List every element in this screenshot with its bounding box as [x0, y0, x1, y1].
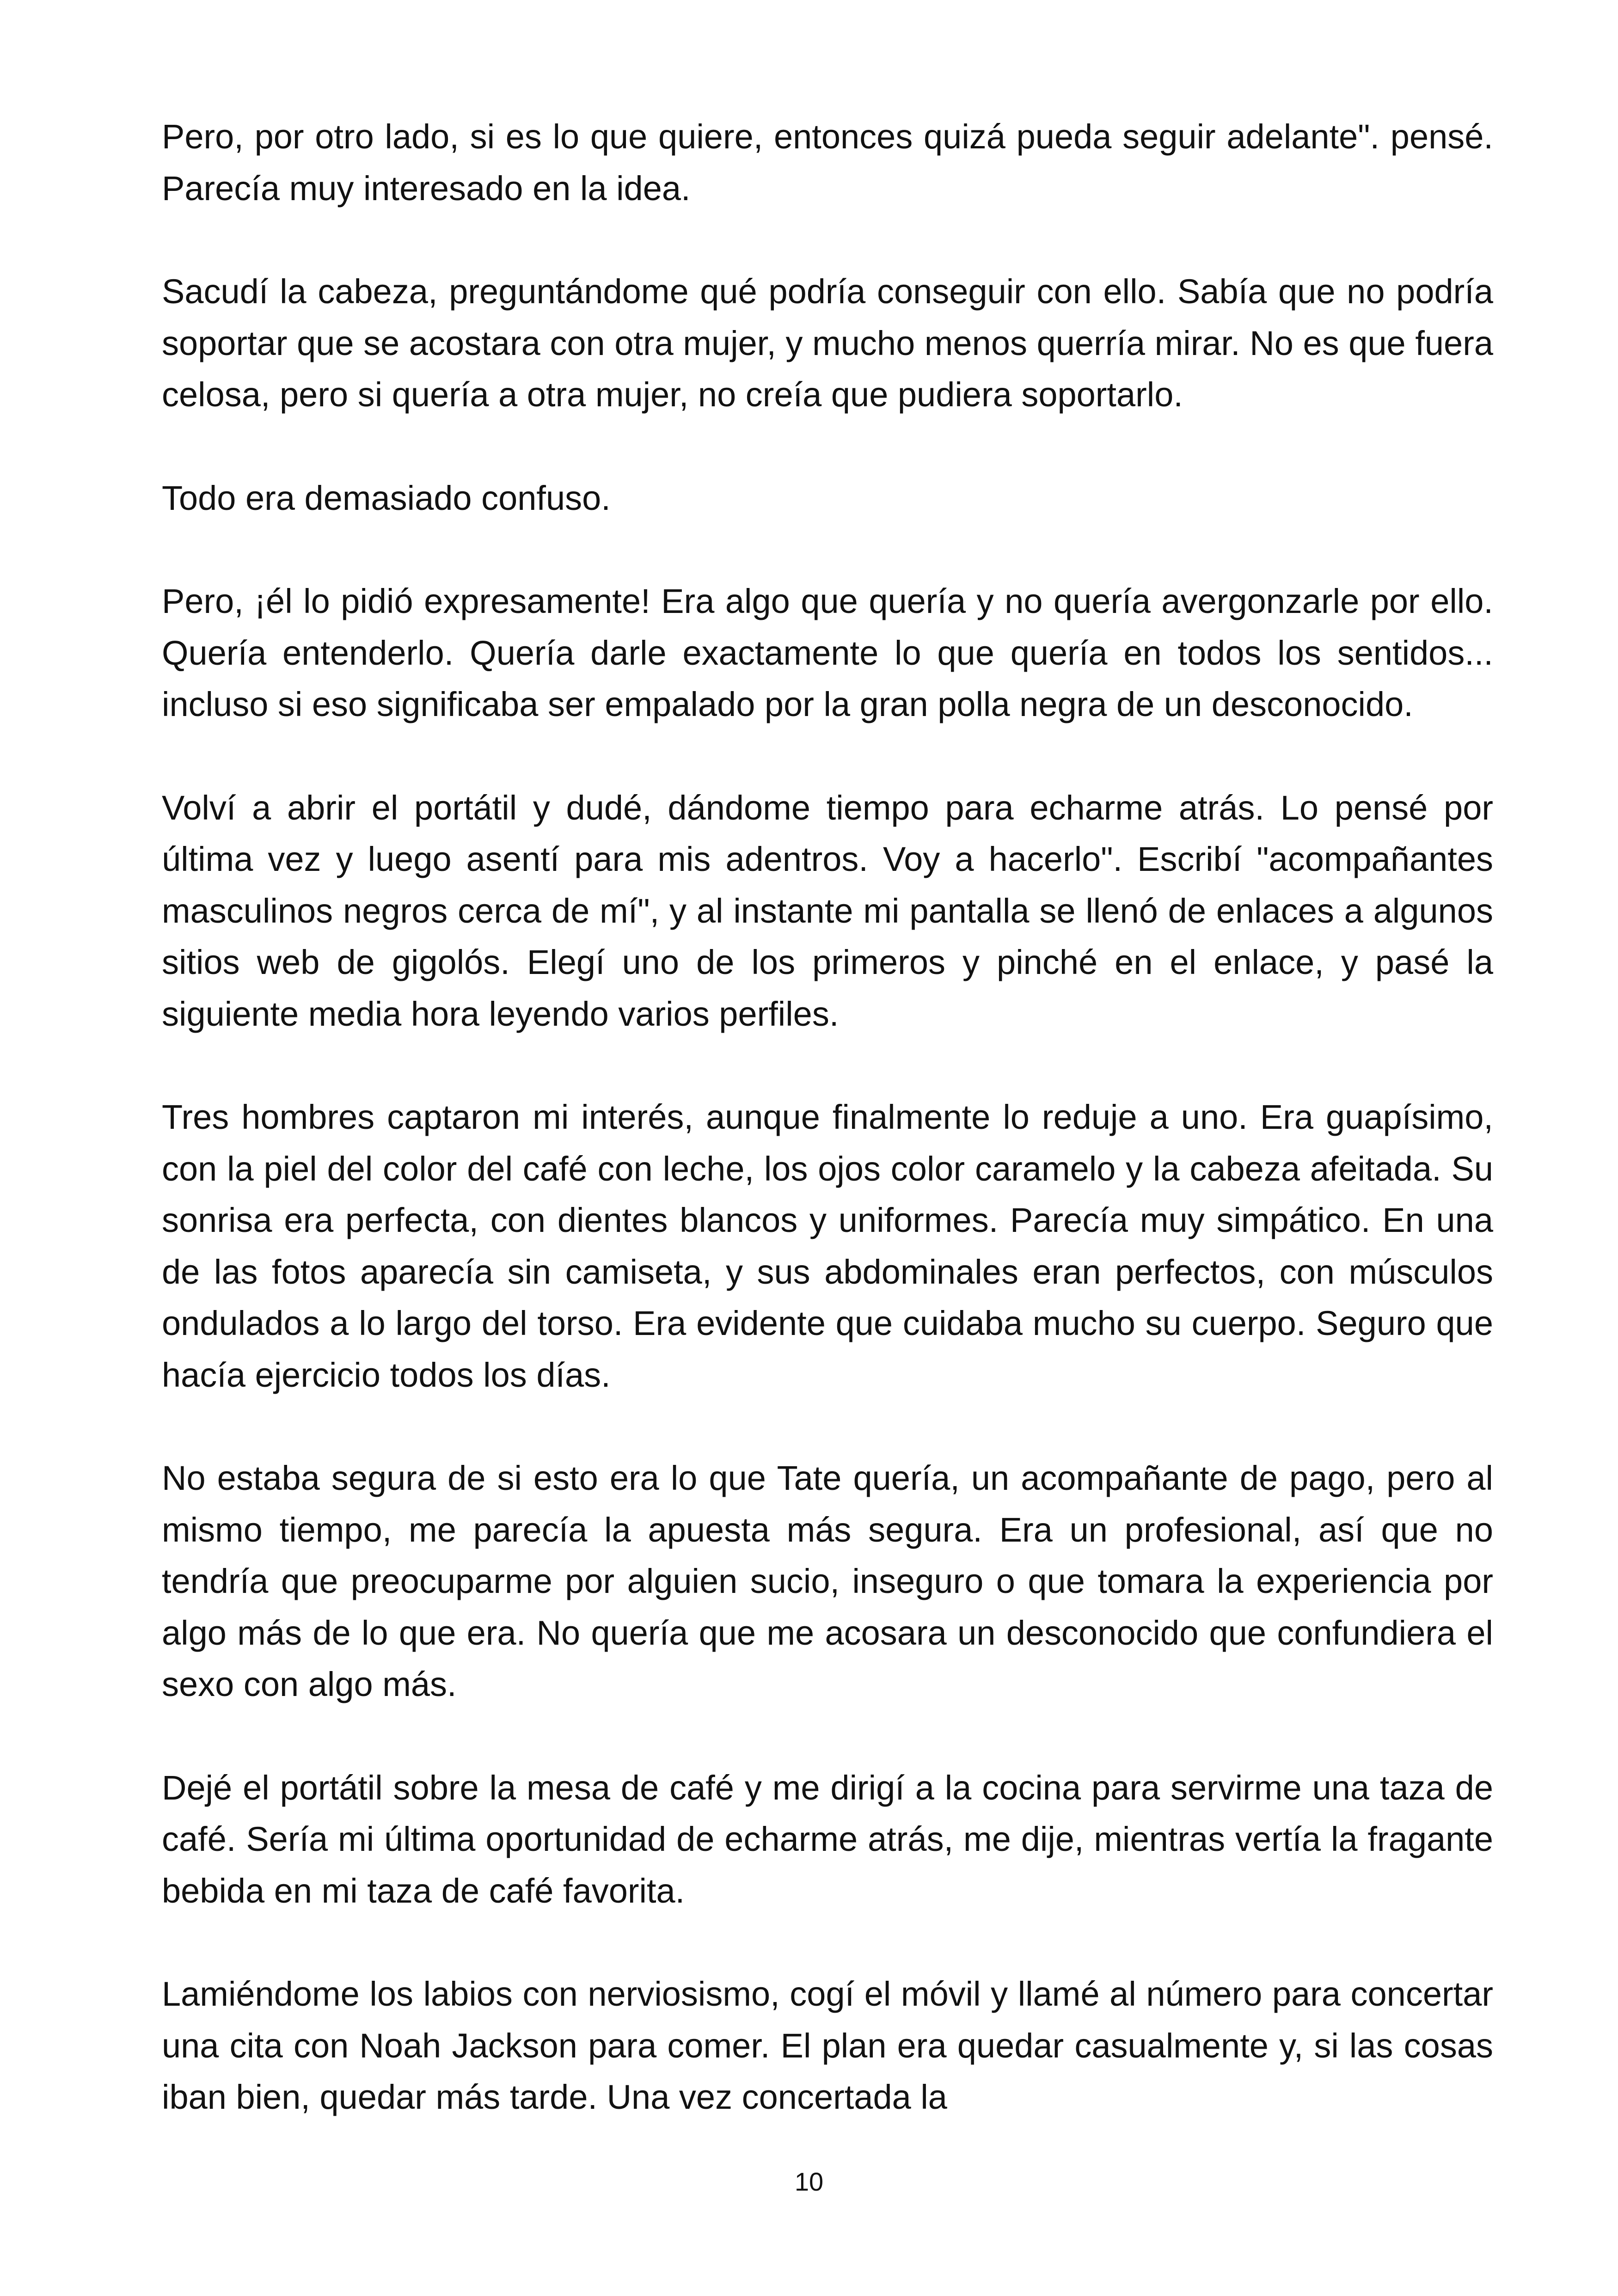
- page-body: [162, 111, 1493, 2175]
- paragraph: Todo era demasiado confuso.: [162, 478, 611, 517]
- paragraph: Pero, ¡él lo pidió expresamente! Era algo que quería y no quería avergonzarle por ello. Quería entenderlo. Quería darle exactamente lo que quería en todos los sentidos... incluso si eso significaba ser empalado por la gran polla negra de un desconocido.: [162, 582, 1493, 723]
- paragraph: Lamiéndome los labios con nerviosismo, cogí el móvil y llamé al número para concertar una cita con Noah Jackson para comer. El plan era quedar casualmente y, si las cosas iban bien, quedar más tarde. Una vez concertada la: [162, 1975, 1493, 2116]
- paragraph: Sacudí la cabeza, preguntándome qué podría conseguir con ello. Sabía que no podría soportar que se acostara con otra mujer, y mucho menos querría mirar. No es que fuera celosa, pero si quería a otra mujer, no creía que pudiera soportarlo.: [162, 272, 1493, 414]
- paragraph: Dejé el portátil sobre la mesa de café y me dirigí a la cocina para servirme una taza de café. Sería mi última oportunidad de echarme atrás, me dije, mientras vertía la fragante bebida en mi taza de café favorita.: [162, 1768, 1493, 1910]
- paragraph: Pero, por otro lado, si es lo que quiere, entonces quizá pueda seguir adelante". pensé. Parecía muy interesado en la idea.: [162, 117, 1493, 208]
- paragraph: No estaba segura de si esto era lo que Tate quería, un acompañante de pago, pero al mismo tiempo, me parecía la apuesta más segura. Era un profesional, así que no tendría que preocuparme por alguien sucio, inseguro o que tomara la experiencia por algo más de lo que era. No quería que me acosara un desconocido que confundiera el sexo con algo más.: [162, 1459, 1493, 1703]
- paragraph: Tres hombres captaron mi interés, aunque finalmente lo reduje a uno. Era guapísimo, con la piel del color del café con leche, los ojos color caramelo y la cabeza afeitada. Su sonrisa era perfecta, con dientes blancos y uniformes. Parecía muy simpático. En una de las fotos aparecía sin camiseta, y sus abdominales eran perfectos, con músculos ondulados a lo largo del torso. Era evidente que cuidaba mucho su cuerpo. Seguro que hacía ejercicio todos los días.: [162, 1098, 1493, 1394]
- paragraph: Volví a abrir el portátil y dudé, dándome tiempo para echarme atrás. Lo pensé por última vez y luego asentí para mis adentros. Voy a hacerlo". Escribí "acompañantes masculinos negros cerca de mí", y al instante mi pantalla se llenó de enlaces a algunos sitios web de gigolós. Elegí uno de los primeros y pinché en el enlace, y pasé la siguiente media hora leyendo varios perfiles.: [162, 788, 1493, 1033]
- page-number: 10: [794, 2167, 824, 2196]
